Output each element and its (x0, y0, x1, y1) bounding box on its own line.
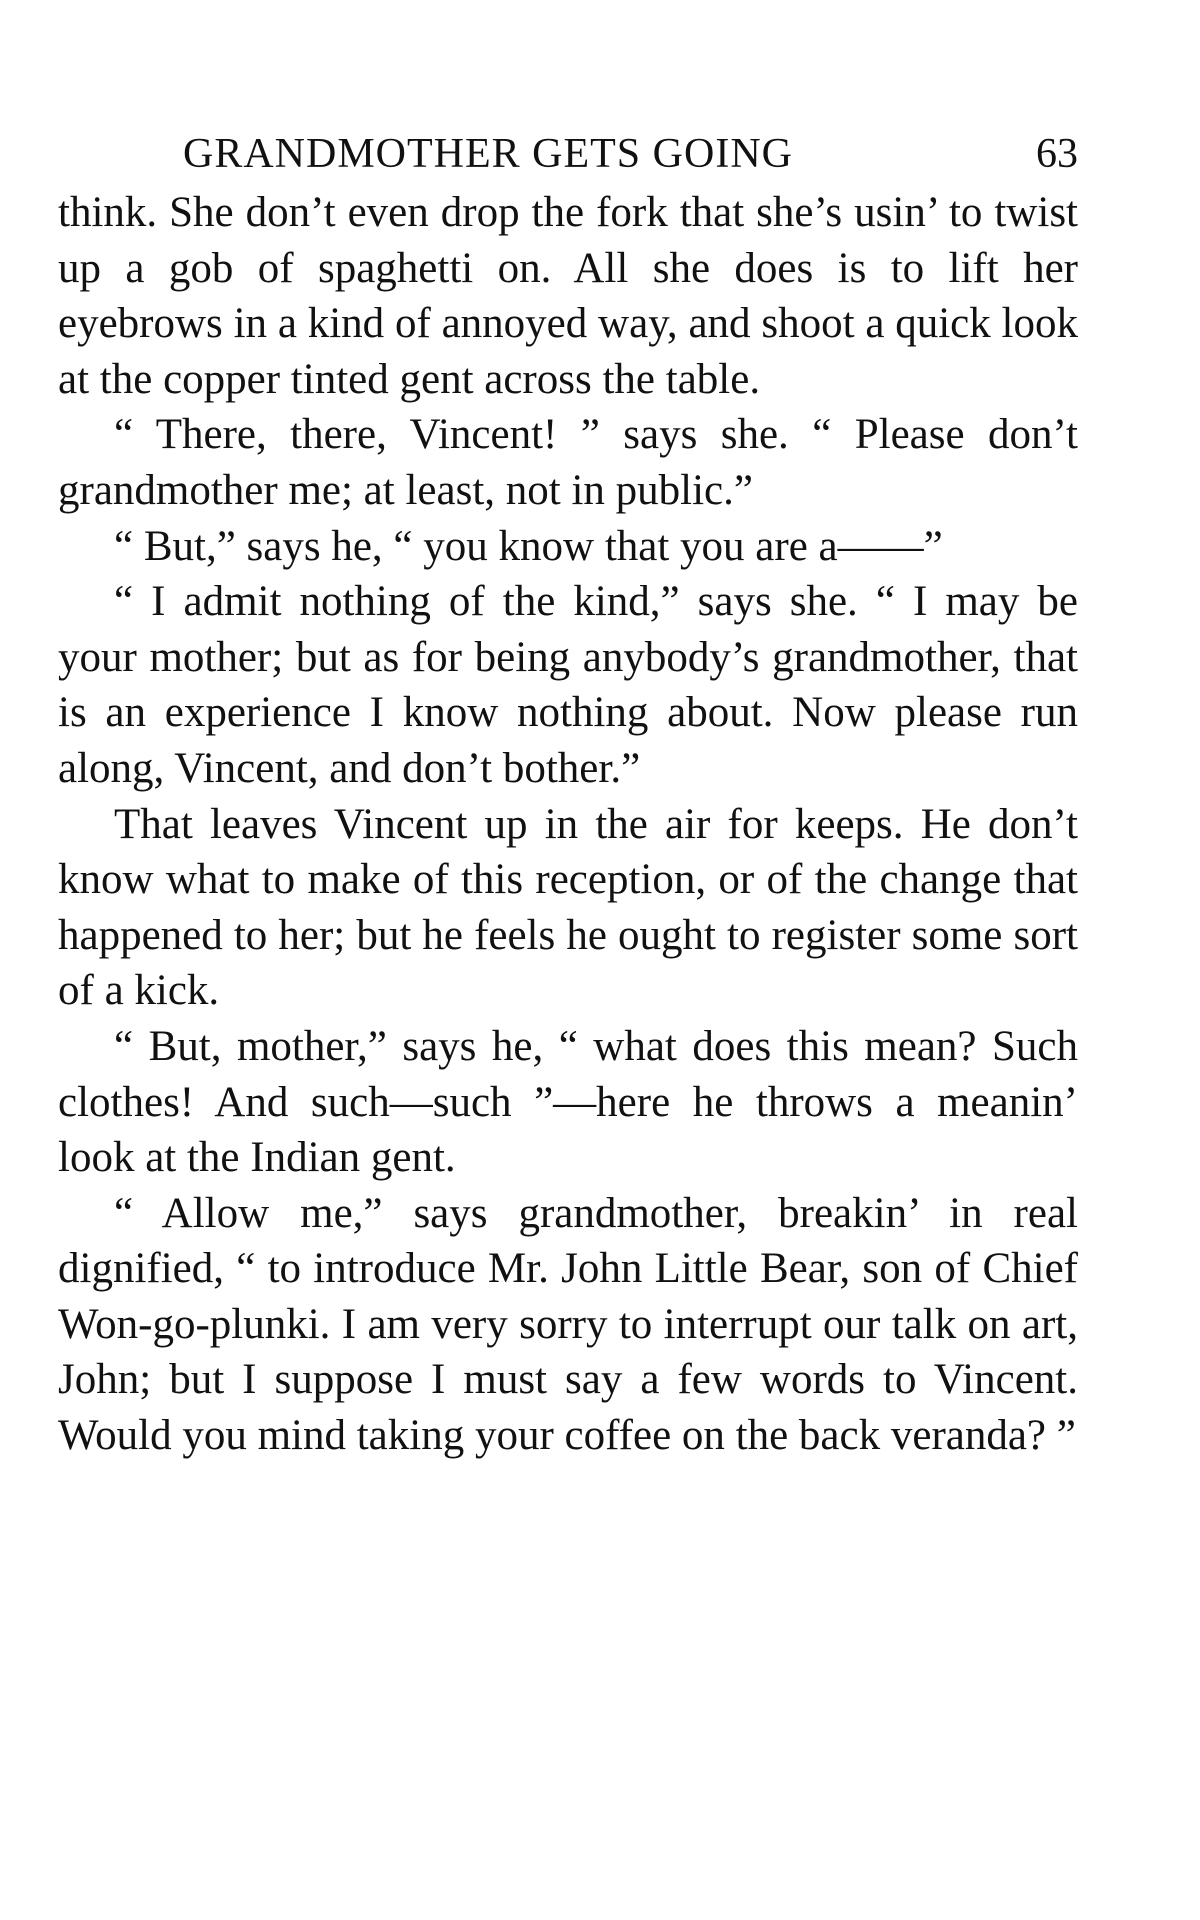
paragraph: That leaves Vincent up in the air for keeps. He don’t know what to make of this reception, or of the change that happened to her; but he feels he ought to register some sort of a kick. (58, 800, 1078, 1015)
book-page (58, 125, 1078, 1464)
paragraph: “ But,” says he, “ you know that you are a——” (114, 522, 943, 570)
paragraph: “ There, there, Vincent! ” says she. “ Please don’t grandmother me; at least, not in public.” (58, 411, 1078, 514)
body-text (58, 185, 1078, 1464)
paragraph: “ But, mother,” says he, “ what does this mean? Such clothes! And such—such ”—here he throws a meanin’ look at the Indian gent. (58, 1022, 1078, 1182)
paragraph: think. She don’t even drop the fork that she’s usin’ to twist up a gob of spaghetti on. All she does is to lift her eyebrows in a kind of annoyed way, and shoot a quick look at the copper tinted gent across the table. (58, 189, 1078, 403)
page-number: 63 (1036, 131, 1078, 177)
paragraph: “ Allow me,” says grandmother, breakin’ in real dignified, “ to introduce Mr. John Little Bear, son of Chief Won-go-plunki. I am very sorry to interrupt our talk on art, John; but I suppose I must say a few words to Vincent. Would you mind taking your coffee on the back veranda? ” (58, 1189, 1078, 1460)
running-head (58, 125, 1078, 183)
running-title: GRANDMOTHER GETS GOING (183, 131, 793, 177)
paragraph: “ I admit nothing of the kind,” says she. “ I may be your mother; but as for being anybody’s grandmother, that is an experience I know nothing about. Now please run along, Vincent, and don’t bother.” (58, 578, 1078, 792)
